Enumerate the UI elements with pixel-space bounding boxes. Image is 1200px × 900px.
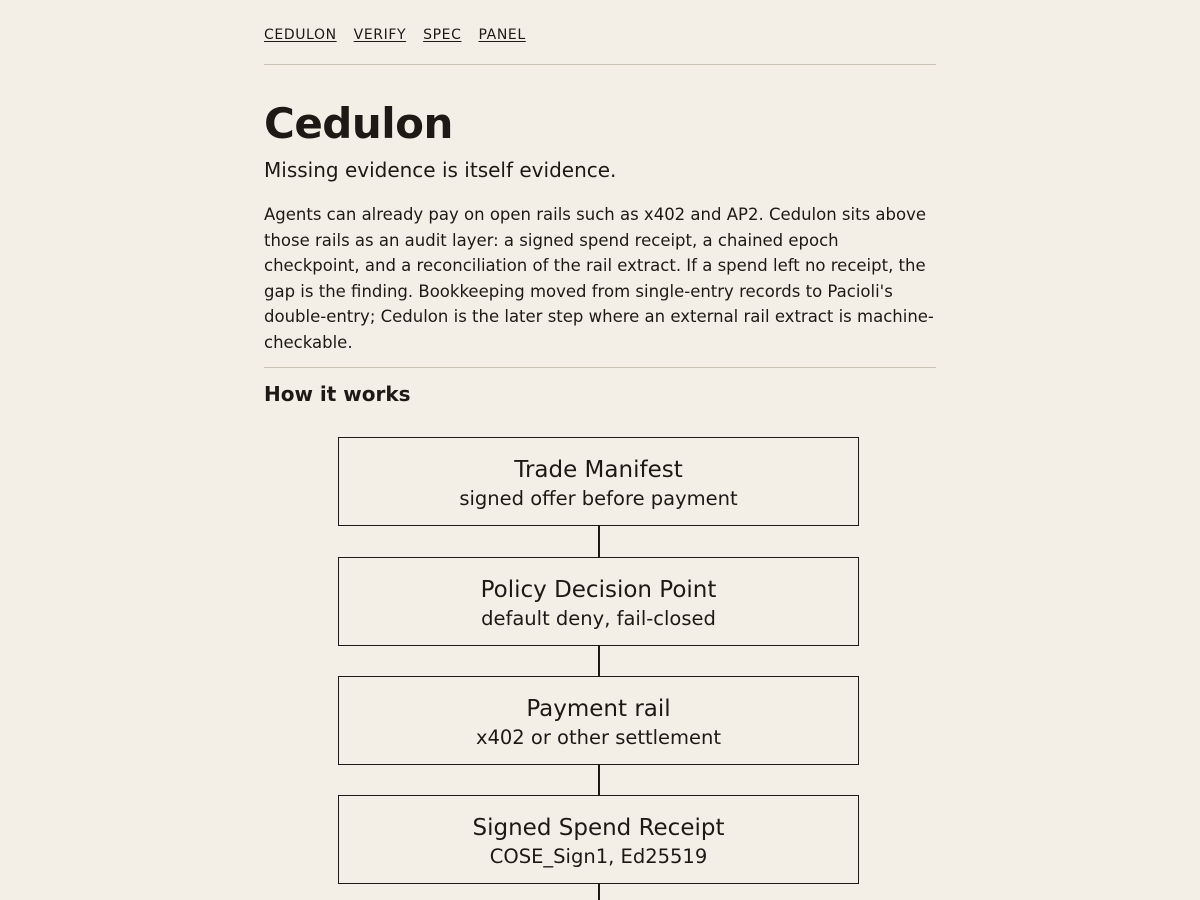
page-tagline: Missing evidence is itself evidence.	[264, 158, 617, 182]
flow-step-subtitle: x402 or other settlement	[475, 726, 722, 749]
flow-connector	[598, 765, 600, 796]
flow-step-signed-spend-receipt	[338, 795, 859, 884]
flow-step-title: Trade Manifest	[514, 457, 683, 483]
flow-step-subtitle: default deny, fail-closed	[481, 607, 716, 630]
flow-step-title: Signed Spend Receipt	[472, 815, 725, 841]
flow-step-payment-rail	[338, 676, 859, 765]
header-divider	[264, 64, 936, 65]
page-title: Cedulon	[264, 99, 453, 148]
flow-step-trade-manifest	[338, 437, 859, 526]
flow-connector	[598, 646, 600, 677]
flow-step-policy-decision-point	[338, 557, 859, 646]
how-it-works-heading: How it works	[264, 382, 411, 406]
flow-step-title: Policy Decision Point	[480, 577, 717, 603]
nav-link-verify[interactable]: VERIFY	[353, 27, 407, 43]
top-nav	[264, 27, 526, 43]
flow-step-subtitle: COSE_Sign1, Ed25519	[489, 845, 708, 868]
nav-link-panel[interactable]: PANEL	[478, 27, 526, 43]
flow-connector	[598, 526, 600, 557]
nav-link-spec[interactable]: SPEC	[423, 27, 462, 43]
flow-step-subtitle: signed offer before payment	[459, 487, 738, 510]
flow-step-title: Payment rail	[526, 696, 671, 722]
flow-connector	[598, 884, 600, 900]
nav-link-cedulon[interactable]: CEDULON	[264, 27, 337, 43]
section-divider	[264, 367, 936, 368]
intro-paragraph: Agents can already pay on open rails such as x402 and AP2. Cedulon sits above those rails as an audit layer: a signed spend receipt, a chained epoch checkpoint, and a reconciliation of the rail extract. If a spend left no receipt, the gap is the finding. Bookkeeping moved from single-entry records to Pacioli's double-entry; Cedulon is the later step where an external rail extract is machine-checkable.	[264, 205, 934, 352]
